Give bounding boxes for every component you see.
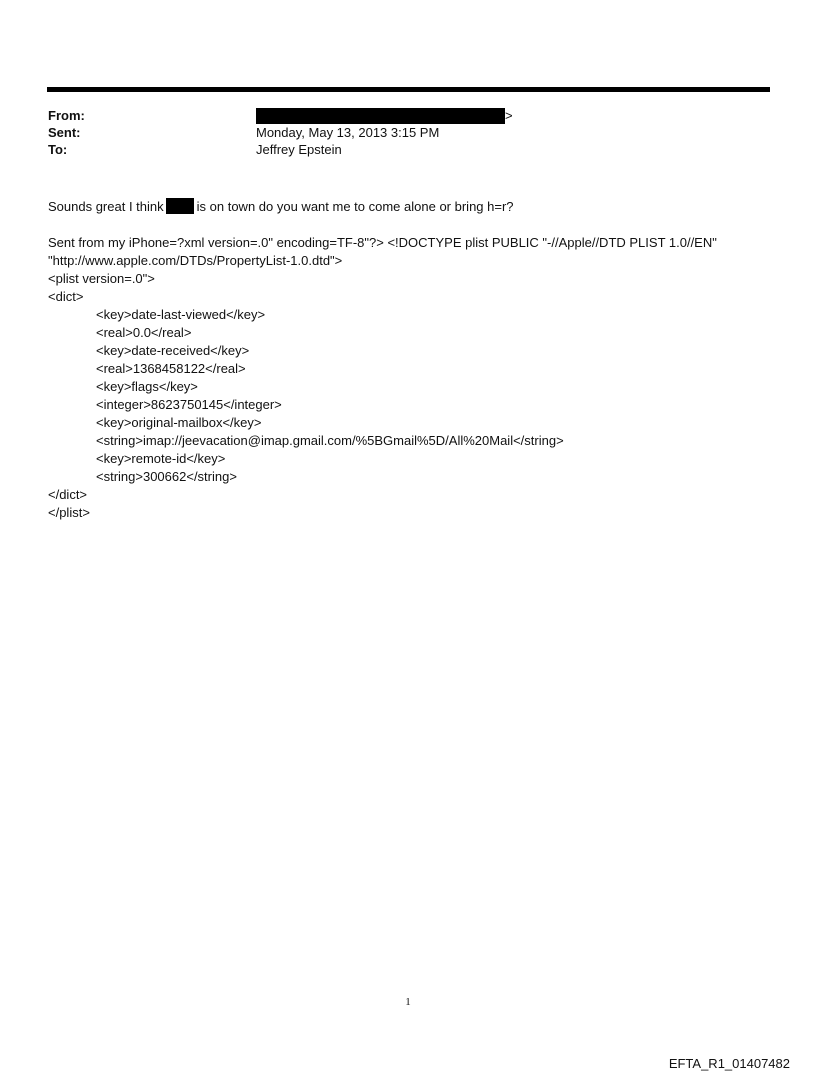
plist-line: <integer>8623750145</integer>: [96, 397, 282, 412]
paragraph-gap: [48, 216, 768, 234]
from-value: [256, 108, 513, 124]
to-value: Jeffrey Epstein: [256, 142, 342, 157]
sent-value: Monday, May 13, 2013 3:15 PM: [256, 125, 440, 140]
message-line: [48, 198, 768, 216]
message-body: [48, 198, 768, 522]
from-label: From:: [48, 108, 85, 123]
plist-line: <real>0.0</real>: [96, 325, 192, 340]
plist-line: <key>flags</key>: [96, 379, 198, 394]
sent-row: [48, 125, 768, 141]
sent-label: Sent:: [48, 125, 81, 140]
to-row: [48, 142, 768, 158]
email-header: [48, 108, 768, 159]
to-label: To:: [48, 142, 68, 157]
plist-block: [48, 234, 768, 522]
document-id: EFTA_R1_01407482: [668, 1056, 790, 1071]
plist-line: </dict>: [48, 487, 88, 502]
plist-line: <real>1368458122</real>: [96, 361, 246, 376]
from-row: [48, 108, 768, 124]
plist-line: <key>remote-id</key>: [96, 451, 226, 466]
plist-line: <key>date-last-viewed</key>: [96, 307, 266, 322]
from-suffix: >: [505, 108, 513, 123]
plist-line: <plist version=.0">: [48, 271, 155, 286]
plist-line: <string>300662</string>: [96, 469, 237, 484]
message-text-before: Sounds great I think: [48, 199, 164, 214]
plist-line: <string>imap://jeevacation@imap.gmail.com/%5BGmail%5D/All%20Mail</string>: [96, 433, 564, 448]
plist-line: <dict>: [48, 289, 84, 304]
plist-line: Sent from my iPhone=?xml version=.0" encoding=TF-8"?> <!DOCTYPE plist PUBLIC "-//Apple//DTD PLIST 1.0//EN": [48, 235, 717, 250]
plist-line: </plist>: [48, 505, 90, 520]
message-text-after: is on town do you want me to come alone or bring h=r?: [196, 199, 514, 214]
plist-line: <key>date-received</key>: [96, 343, 250, 358]
header-rule: [47, 87, 770, 92]
plist-line: "http://www.apple.com/DTDs/PropertyList-1.0.dtd">: [48, 253, 343, 268]
redaction-block: [166, 198, 194, 214]
page-number: 1: [405, 996, 411, 1008]
plist-line: <key>original-mailbox</key>: [96, 415, 262, 430]
redaction-block: [256, 108, 505, 124]
